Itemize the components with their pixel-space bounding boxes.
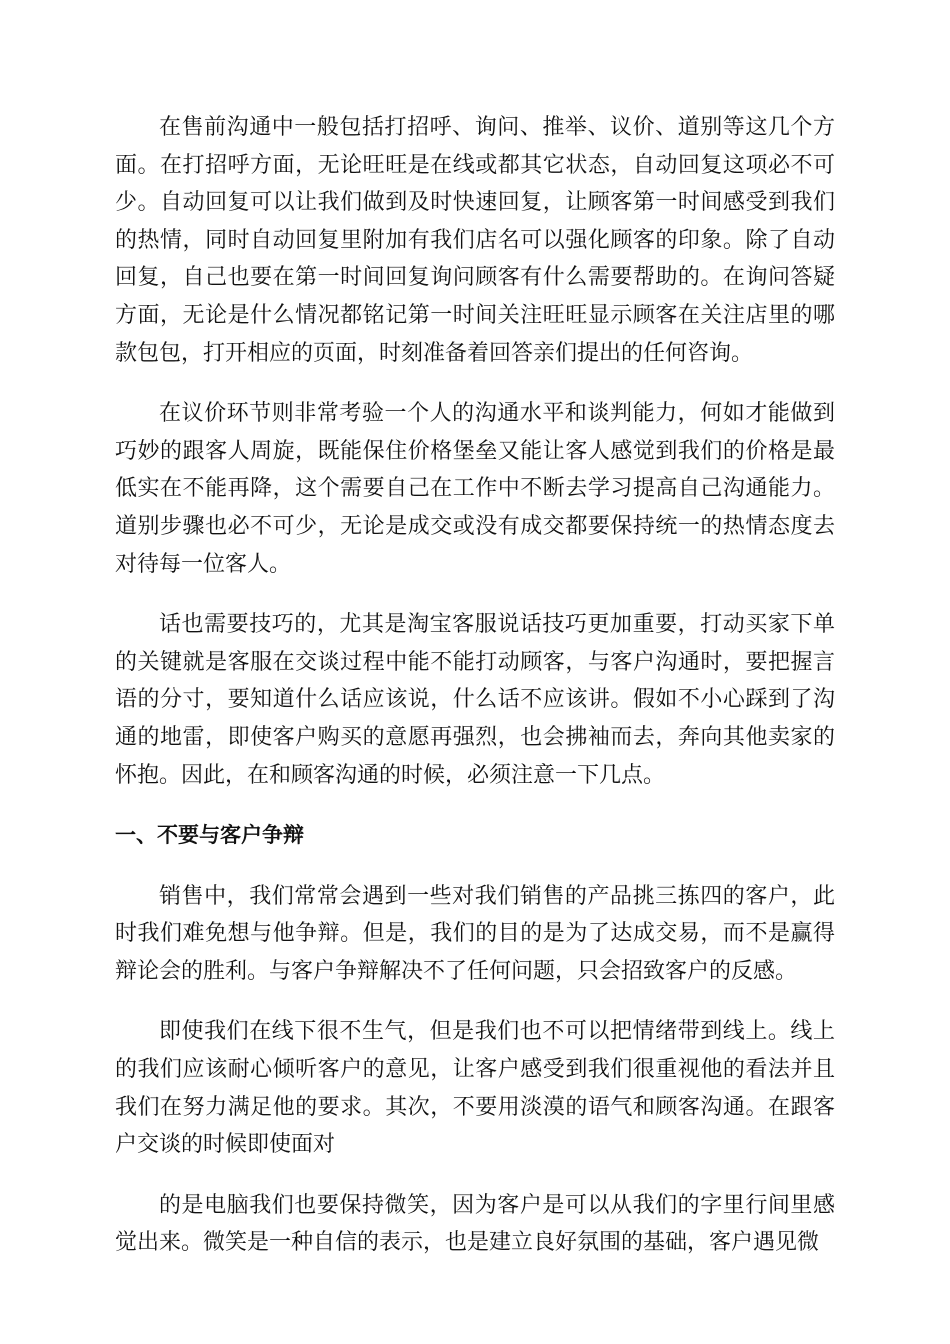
- paragraph-price-negotiation: 在议价环节则非常考验一个人的沟通水平和谈判能力，何如才能做到巧妙的跟客人周旋，既能保住价格堡垒又能让客人感觉到我们的价格是最低实在不能再降，这个需要自己在工作中不断去学习提高自己沟通能力。道别步骤也必不可少，无论是成交或没有成交都要保持统一的热情态度去对待每一位客人。: [115, 401, 835, 577]
- paragraph-patient-listening: 即使我们在线下很不生气，但是我们也不可以把情绪带到线上。线上的我们应该耐心倾听客户的意见，让客户感受到我们很重视他的看法并且我们在努力满足他的要求。其次，不要用淡漠的语气和顾客沟通。在跟客户交谈的时候即使面对: [115, 1019, 835, 1158]
- paragraph-no-arguing: 销售中，我们常常会遇到一些对我们销售的产品挑三拣四的客户，此时我们难免想与他争辩。但是，我们的目的是为了达成交易，而不是赢得辩论会的胜利。与客户争辩解决不了任何问题，只会招致客户的反感。: [115, 883, 835, 984]
- paragraph-speaking-skills: 话也需要技巧的，尤其是淘宝客服说话技巧更加重要，打动买家下单的关键就是客服在交谈过程中能不能打动顾客，与客户沟通时，要把握言语的分寸，要知道什么话应该说，什么话不应该讲。假如不小心踩到了沟通的地雷，即使客户购买的意愿再强烈，也会拂袖而去，奔向其他卖家的怀抱。因此，在和顾客沟通的时候，必须注意一下几点。: [115, 612, 835, 788]
- paragraph-presales-communication: 在售前沟通中一般包括打招呼、询问、推举、议价、道别等这几个方面。在打招呼方面，无论旺旺是在线或都其它状态，自动回复这项必不可少。自动回复可以让我们做到及时快速回复，让顾客第一时间感受到我们的热情，同时自动回复里附加有我们店名可以强化顾客的印象。除了自动回复，自己也要在第一时间回复询问顾客有什么需要帮助的。在询问答疑方面，无论是什么情况都铭记第一时间关注旺旺显示顾客在关注店里的哪款包包，打开相应的页面，时刻准备着回答亲们提出的任何咨询。: [115, 115, 835, 366]
- paragraph-keep-smiling: 的是电脑我们也要保持微笑，因为客户是可以从我们的字里行间里感觉出来。微笑是一种自信的表示，也是建立良好氛围的基础，客户遇见微: [115, 1192, 835, 1256]
- document-body: [115, 109, 835, 1285]
- section-heading: 一、不要与客户争辩: [115, 823, 304, 848]
